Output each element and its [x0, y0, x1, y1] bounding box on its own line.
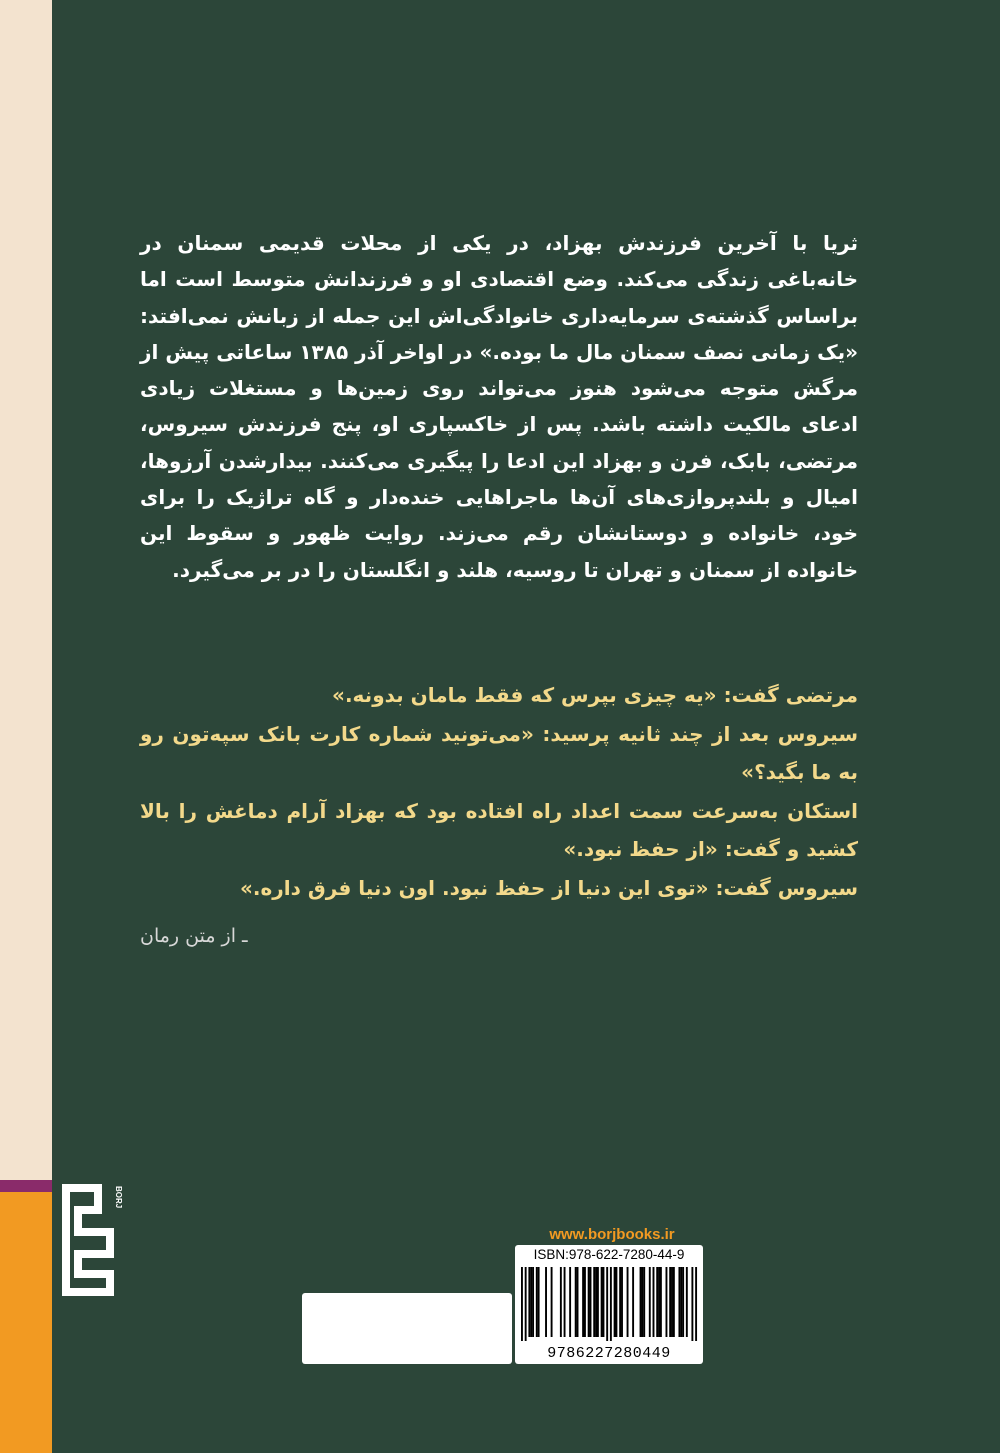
barcode-bar [640, 1267, 642, 1337]
book-blurb: ثریا با آخرین فرزندش بهزاد، در یکی از محلات قدیمی سمنان در خانه‌باغی زندگی می‌کند. وضع اقتصادی او و فرزندانش متوسط است اما براساس گذشته‌ی سرمایه‌داری خانوادگی‌اش این جمله از زبانش نمی‌افتد: «یک زمانی نصف سمنان مال ما بوده.» در اواخر آذر ۱۳۸۵ ساعاتی پیش از مرگش متوجه می‌شود هنوز می‌تواند روی زمین‌ها و مستغلات زیادی ادعای مالکیت داشته باشد. پس از خاکسپاری او، پنج فرزندش سیروس، مرتضی، بابک، فرن و بهزاد این ادعا را پیگیری می‌کنند. بیدارشدن آرزوها، امیال و بلندپروازی‌های آن‌ها ماجراهایی خنده‌دار و گاه تراژیک را برای خود، خانواده و دوستانشان رقم می‌زند. روایت ظهور و سقوط این خانواده از سمنان و تهران تا روسیه، هلند و انگلستان را در بر می‌گیرد. [140, 231, 859, 582]
barcode-bar [673, 1267, 675, 1337]
barcode-bar [538, 1267, 540, 1337]
barcode-bar [536, 1267, 538, 1337]
excerpt-quotes [140, 676, 858, 907]
barcode-bar [680, 1267, 682, 1337]
barcode-bar [666, 1267, 668, 1337]
barcode-bar [588, 1267, 590, 1337]
barcode-bar [641, 1267, 643, 1337]
barcode-bar [530, 1267, 532, 1337]
barcode-bar [649, 1267, 651, 1337]
barcode-bar [595, 1267, 597, 1337]
barcode-bar [656, 1267, 658, 1337]
barcode-bar [632, 1267, 634, 1337]
barcode-bar [658, 1267, 660, 1337]
barcode-bar [575, 1267, 577, 1337]
barcode-bar [660, 1267, 662, 1337]
barcode-bar [560, 1267, 562, 1337]
spine-orange-band [0, 1192, 52, 1453]
barcode-bar [627, 1267, 629, 1337]
barcode-bar [603, 1267, 605, 1337]
barcode-bar [691, 1267, 693, 1341]
quote-line: استکان به‌سرعت سمت اعداد راه افتاده بود که بهزاد آرام دماغش را بالا کشید و گفت: «از حفظ نبود.» [140, 798, 858, 861]
barcode-bar [532, 1267, 534, 1337]
barcode-bar [678, 1267, 680, 1337]
isbn-digits: 9786227280449 [547, 1345, 671, 1362]
barcode-bar [525, 1267, 527, 1341]
barcode-bar [564, 1267, 566, 1337]
barcode-bar [614, 1267, 616, 1337]
barcode-bar [695, 1267, 697, 1341]
barcode-bar [653, 1267, 655, 1337]
barcode-bar [582, 1267, 584, 1337]
barcode-bar [621, 1267, 623, 1337]
publisher-url[interactable]: www.borjbooks.ir [549, 1226, 675, 1243]
barcode-bar [528, 1267, 530, 1337]
quote-line: سیروس بعد از چند ثانیه پرسید: «می‌تونید شماره کارت بانک سپه‌تون رو به ما بگید؟» [140, 721, 858, 784]
barcode-bar [615, 1267, 617, 1337]
publisher-logo-text: BORJ [114, 1186, 123, 1209]
barcode-bar [521, 1267, 523, 1341]
barcode-bar [671, 1267, 673, 1337]
spine-purple-band [0, 1180, 52, 1192]
quote-line: سیروس گفت: «توی این دنیا از حفظ نبود. اون دنیا فرق داره.» [239, 875, 858, 900]
quote-line: مرتضی گفت: «یه چیزی بپرس که فقط مامان بدونه.» [332, 683, 858, 707]
barcode-bar [669, 1267, 671, 1337]
barcode-bar [593, 1267, 595, 1337]
publisher-logo-icon [60, 1182, 122, 1298]
barcode-bar [606, 1267, 608, 1341]
barcode-bar [597, 1267, 599, 1337]
barcode-bar [569, 1267, 571, 1337]
excerpt-source: ـ از متن رمان [140, 925, 248, 947]
isbn-label: ISBN:978-622-7280-44-9 [533, 1247, 685, 1262]
barcode-bar [619, 1267, 621, 1337]
barcode-icon [521, 1267, 697, 1341]
barcode-bar [590, 1267, 592, 1337]
barcode-bar [584, 1267, 586, 1337]
barcode-bar [610, 1267, 612, 1341]
barcode-bar [545, 1267, 547, 1337]
barcode-bar [577, 1267, 579, 1337]
barcode-bar [643, 1267, 645, 1337]
barcode-bar [601, 1267, 603, 1337]
barcode-bar [686, 1267, 688, 1337]
barcode-bar [682, 1267, 684, 1337]
isbn-barcode-box [515, 1245, 703, 1364]
barcode-bar [551, 1267, 553, 1337]
price-box [302, 1293, 512, 1364]
